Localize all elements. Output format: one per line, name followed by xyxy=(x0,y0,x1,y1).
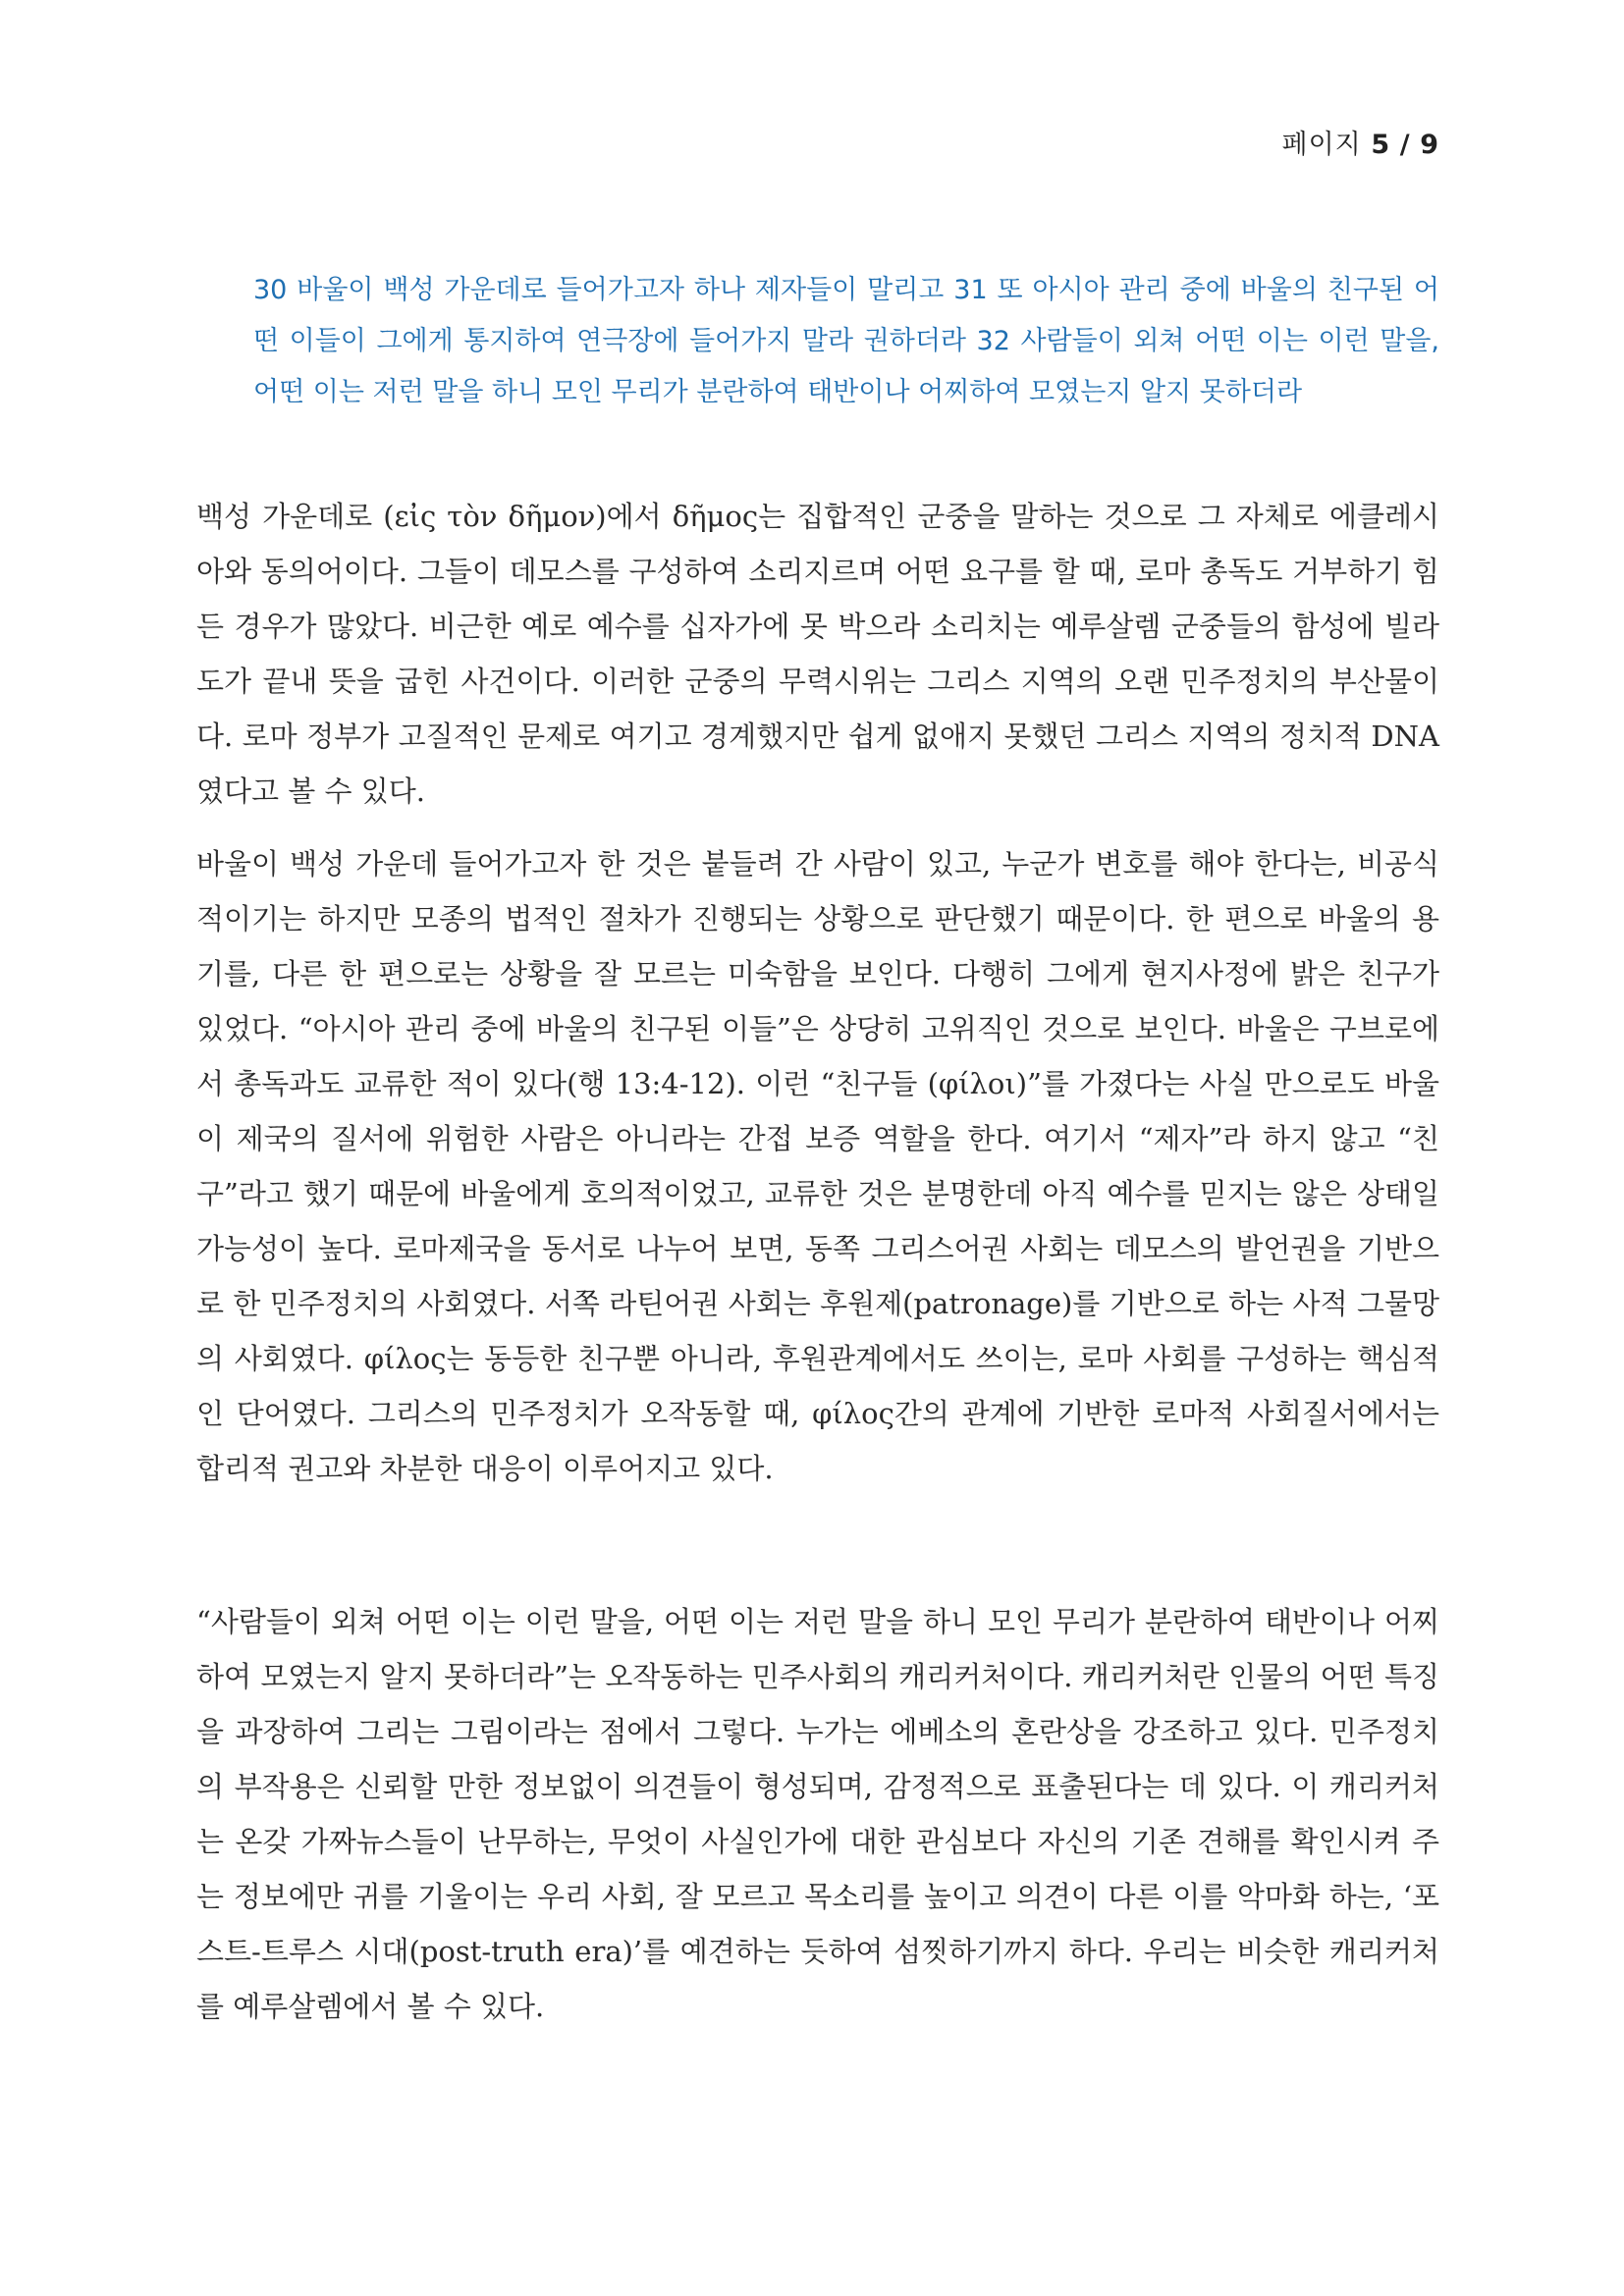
body-paragraph-3: “사람들이 외쳐 어떤 이는 이런 말을, 어떤 이는 저런 말을 하니 모인 무리가 분란하여 태반이나 어찌하여 모였는지 알지 못하더라”는 오작동하는 민주사회의 캐리커처이다. 캐리커처란 인물의 어떤 특징을 과장하여 그리는 그림이라는 점에서 그렇다. 누가는 에베소의 혼란상을 강조하고 있다. 민주정치의 부작용은 신뢰할 만한 정보없이 의견들이 형성되며, 감정적으로 표출된다는 데 있다. 이 캐리커처는 온갖 가짜뉴스들이 난무하는, 무엇이 사실인가에 대한 관심보다 자신의 기존 견해를 확인시켜 주는 정보에만 귀를 기울이는 우리 사회, 잘 모르고 목소리를 높이고 의견이 다른 이를 악마화 하는, ‘포스트-트루스 시대(post-truth era)’를 예견하는 듯하여 섬찟하기까지 하다. 우리는 비슷한 캐리커처를 예루살렘에서 볼 수 있다. xyxy=(196,1605,1439,2023)
body-paragraph-2: 바울이 백성 가운데 들어가고자 한 것은 붙들려 간 사람이 있고, 누군가 변호를 해야 한다는, 비공식적이기는 하지만 모종의 법적인 절차가 진행되는 상황으로 판단했기 때문이다. 한 편으로 바울의 용기를, 다른 한 편으로는 상황을 잘 모르는 미숙함을 보인다. 다행히 그에게 현지사정에 밝은 친구가 있었다. “아시아 관리 중에 바울의 친구된 이들”은 상당히 고위직인 것으로 보인다. 바울은 구브로에서 총독과도 교류한 적이 있다(행 13:4-12). 이런 “친구들 (φίλοι)”를 가졌다는 사실 만으로도 바울이 제국의 질서에 위험한 사람은 아니라는 간접 보증 역할을 한다. 여기서 “제자”라 하지 않고 “친구”라고 했기 때문에 바울에게 호의적이었고, 교류한 것은 분명한데 아직 예수를 믿지는 않은 상태일 가능성이 높다. 로마제국을 동서로 나누어 보면, 동쪽 그리스어권 사회는 데모스의 발언권을 기반으로 한 민주정치의 사회였다. 서쪽 라틴어권 사회는 후원제(patronage)를 기반으로 하는 사적 그물망의 사회였다. φίλος는 동등한 친구뿐 아니라, 후원관계에서도 쓰이는, 로마 사회를 구성하는 핵심적인 단어였다. 그리스의 민주정치가 오작동할 때, φίλος간의 관계에 기반한 로마적 사회질서에서는 합리적 권고와 차분한 대응이 이루어지고 있다. xyxy=(196,847,1439,1485)
total-pages: 9 xyxy=(1420,130,1439,160)
scripture-quote: 30 바울이 백성 가운데로 들어가고자 하나 제자들이 말리고 31 또 아시아 관리 중에 바울의 친구된 어떤 이들이 그에게 통지하여 연극장에 들어가지 말라 권하더라 32 사람들이 외쳐 어떤 이는 이런 말을, 어떤 이는 저런 말을 하니 모인 무리가 분란하여 태반이나 어찌하여 모였는지 알지 못하더라 xyxy=(253,275,1439,407)
page-number-header xyxy=(1282,123,1440,161)
page-label: 페이지 xyxy=(1281,130,1362,160)
body-paragraph-1: 백성 가운데로 (εἰς τὸν δῆμον)에서 δῆμος는 집합적인 군중을 말하는 것으로 그 자체로 에클레시아와 동의어이다. 그들이 데모스를 구성하여 소리지르며 어떤 요구를 할 때, 로마 총독도 거부하기 힘든 경우가 많았다. 비근한 예로 예수를 십자가에 못 박으라 소리치는 예루살렘 군중들의 함성에 빌라도가 끝내 뜻을 굽힌 사건이다. 이러한 군중의 무력시위는 그리스 지역의 오랜 민주정치의 부산물이다. 로마 정부가 고질적인 문제로 여기고 경계했지만 쉽게 없애지 못했던 그리스 지역의 정치적 DNA였다고 볼 수 있다. xyxy=(196,500,1439,808)
current-page: 5 xyxy=(1371,130,1391,160)
page-separator: / xyxy=(1399,130,1411,160)
